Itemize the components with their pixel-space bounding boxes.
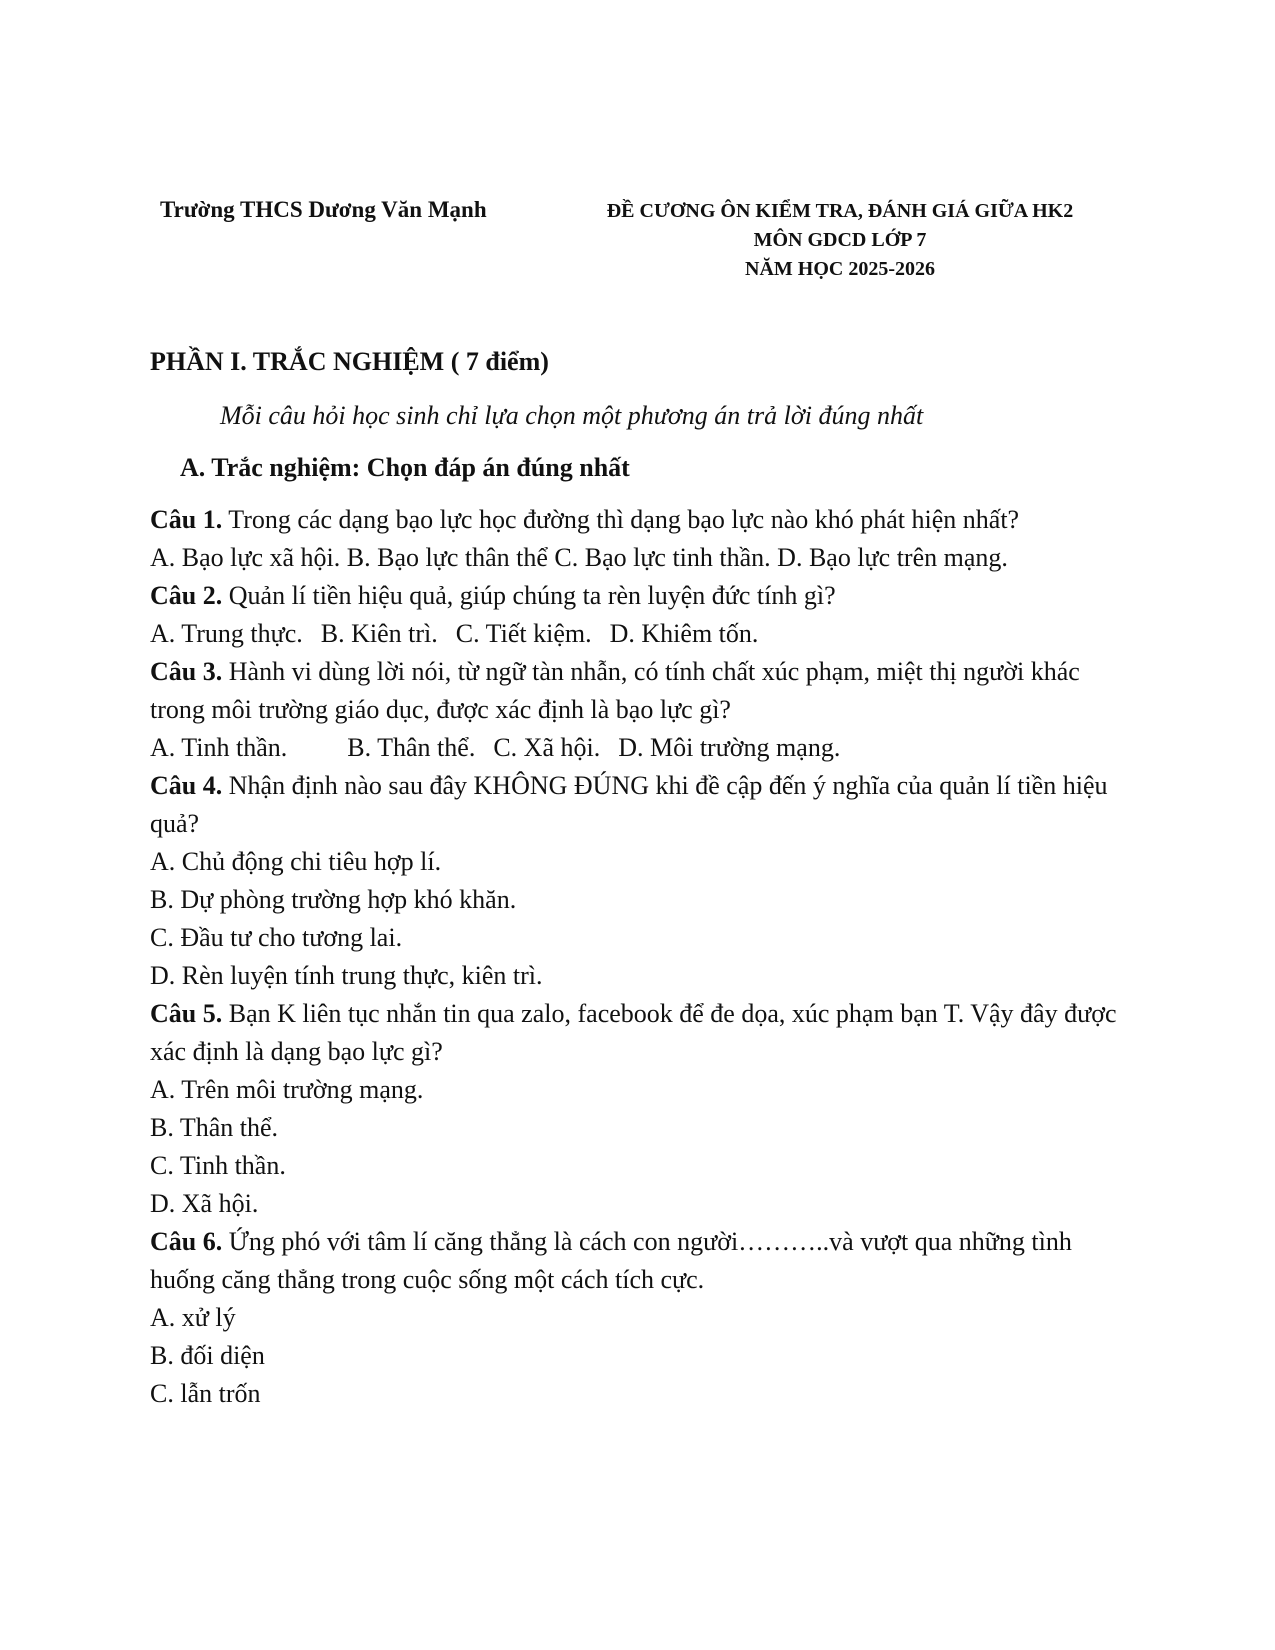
answer-option-b: B. đối diện [150, 1341, 265, 1370]
school-year-line: NĂM HỌC 2025-2026 [745, 258, 935, 280]
question-text [150, 1223, 1130, 1299]
part-title: PHẦN I. TRẮC NGHIỆM ( 7 điểm) [150, 347, 549, 376]
question-list [150, 501, 1130, 1413]
answer-option-c: C. Tinh thần. [150, 1151, 286, 1180]
answer-options [150, 729, 1130, 767]
answer-option-c: C. Xã hội. [493, 733, 601, 762]
answer-option-c: C. lẫn trốn [150, 1379, 261, 1408]
answer-option-a: A. Trung thực. [150, 619, 303, 648]
answer-option-c: C. Tiết kiệm. [455, 619, 592, 648]
answer-options: A. Bạo lực xã hội. B. Bạo lực thân thể C. Bạo lực tinh thần. D. Bạo lực trên mạng. [150, 543, 1008, 572]
question-5 [150, 995, 1130, 1223]
question-text [150, 577, 1130, 615]
question-2 [150, 577, 1130, 653]
answer-option-b: B. Thân thể. [347, 733, 476, 762]
school-name: Trường THCS Dương Văn Mạnh [160, 197, 487, 222]
answer-option-b: B. Thân thể. [150, 1113, 279, 1142]
question-4 [150, 767, 1130, 995]
question-label: Câu 2. [150, 581, 223, 610]
question-text [150, 995, 1130, 1071]
question-label: Câu 5. [150, 999, 223, 1028]
question-body: Ứng phó với tâm lí căng thẳng là cách con người………..và vượt qua những tình huống căng thẳng trong cuộc sống một cách tích cực. [150, 1227, 1072, 1294]
answer-option-d: D. Môi trường mạng. [618, 733, 841, 762]
question-3 [150, 653, 1130, 767]
question-6 [150, 1223, 1130, 1413]
question-label: Câu 3. [150, 657, 223, 686]
question-body: Quản lí tiền hiệu quả, giúp chúng ta rèn luyện đức tính gì? [222, 581, 836, 610]
document-header [0, 193, 1275, 293]
question-1 [150, 501, 1130, 577]
question-text [150, 767, 1130, 843]
document-body [150, 345, 1130, 1413]
answer-option-b: B. Dự phòng trường hợp khó khăn. [150, 885, 517, 914]
answer-option-a: A. Tinh thần. [150, 733, 288, 762]
question-label: Câu 1. [150, 505, 223, 534]
instruction-text: Mỗi câu hỏi học sinh chỉ lựa chọn một phương án trả lời đúng nhất [220, 401, 924, 430]
title-line: ĐỀ CƯƠNG ÔN KIỂM TRA, ĐÁNH GIÁ GIỮA HK2 [606, 200, 1074, 222]
answer-option-d: D. Khiêm tốn. [609, 619, 759, 648]
answer-option-d: D. Xã hội. [150, 1189, 259, 1218]
question-text [150, 501, 1130, 539]
question-body: Bạn K liên tục nhắn tin qua zalo, facebook để đe dọa, xúc phạm bạn T. Vậy đây được xác định là dạng bạo lực gì? [150, 999, 1117, 1066]
question-body: Nhận định nào sau đây KHÔNG ĐÚNG khi đề cập đến ý nghĩa của quản lí tiền hiệu quả? [150, 771, 1108, 838]
answer-options [150, 615, 1130, 653]
document-title [560, 197, 1120, 284]
subject-line: MÔN GDCD LỚP 7 [753, 229, 927, 251]
answer-option-a: A. xử lý [150, 1303, 236, 1332]
question-label: Câu 6. [150, 1227, 223, 1256]
answer-option-a: A. Trên môi trường mạng. [150, 1075, 424, 1104]
question-body: Trong các dạng bạo lực học đường thì dạng bạo lực nào khó phát hiện nhất? [222, 505, 1020, 534]
question-label: Câu 4. [150, 771, 223, 800]
answer-option-a: A. Chủ động chi tiêu hợp lí. [150, 847, 442, 876]
question-body: Hành vi dùng lời nói, từ ngữ tàn nhẫn, có tính chất xúc phạm, miệt thị người khác trong môi trường giáo dục, được xác định là bạo lực gì? [150, 657, 1080, 724]
answer-option-d: D. Rèn luyện tính trung thực, kiên trì. [150, 961, 543, 990]
section-title: A. Trắc nghiệm: Chọn đáp án đúng nhất [180, 453, 630, 482]
question-text [150, 653, 1130, 729]
answer-option-c: C. Đầu tư cho tương lai. [150, 923, 403, 952]
answer-option-b: B. Kiên trì. [320, 619, 438, 648]
